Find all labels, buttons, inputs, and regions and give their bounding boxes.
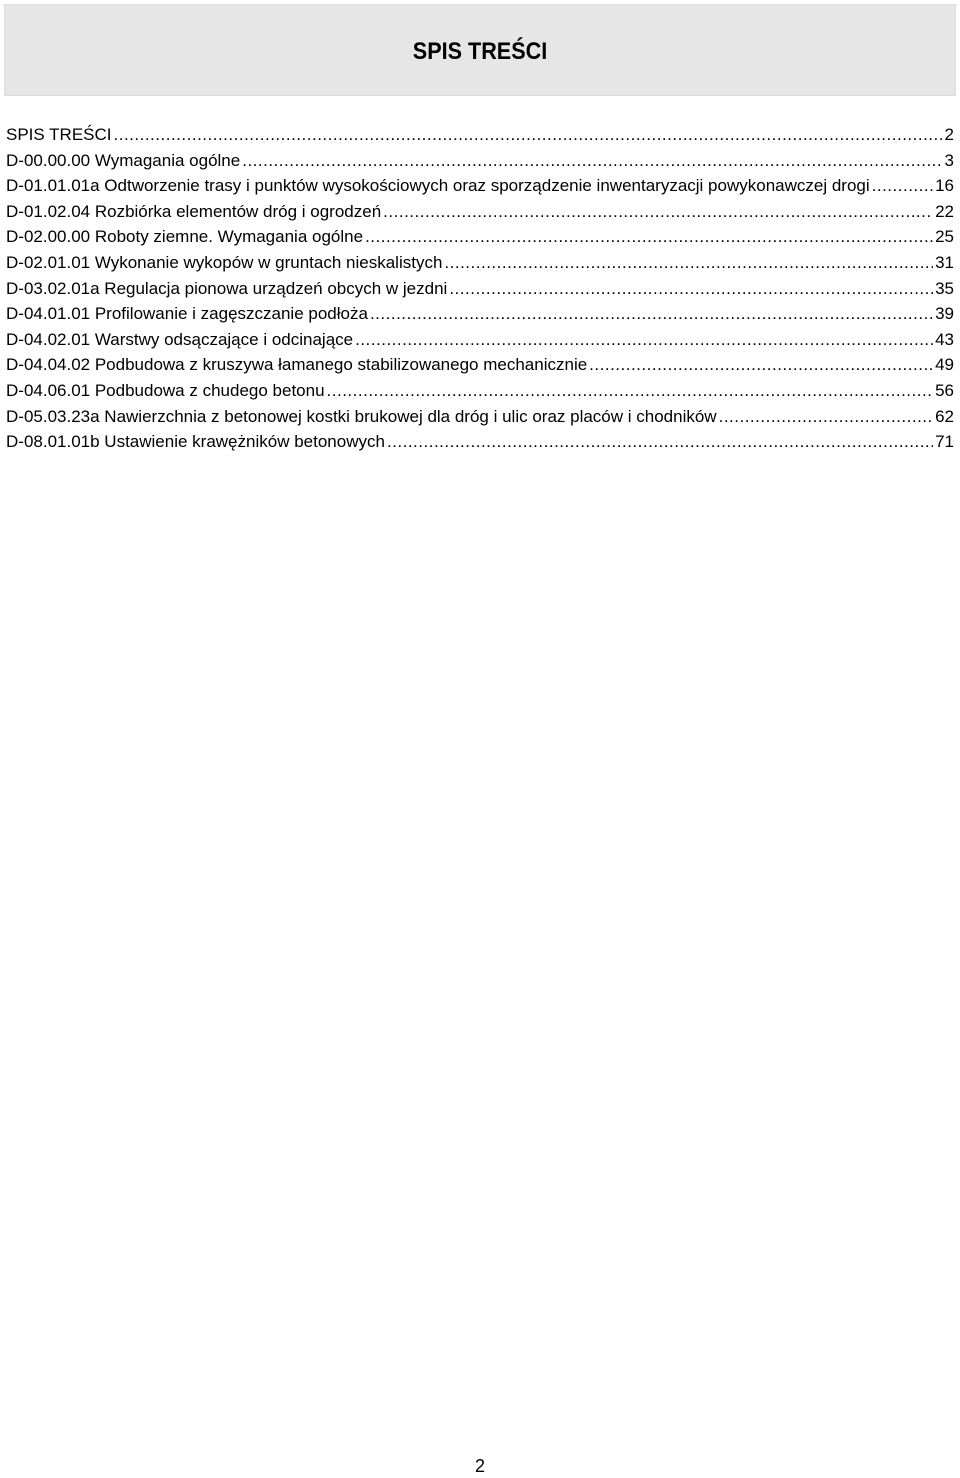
toc-entry-title: D-01.01.01a Odtworzenie trasy i punktów wysokościowych oraz sporządzenie inwentaryzacji powykonawczej drogi [6,176,870,196]
toc-entry[interactable] [6,404,954,430]
page-title: SPIS TREŚCI [412,38,548,65]
toc-entry-page: 35 [935,278,954,298]
title-banner [4,4,956,96]
toc-leader-dots [387,429,933,455]
toc-entry[interactable] [6,352,954,378]
toc-entry-title: D-02.01.01 Wykonanie wykopów w gruntach nieskalistych [6,252,443,272]
toc-entry-title: D-03.02.01a Regulacja pionowa urządzeń obcych w jezdni [6,278,448,298]
toc-entry-title: SPIS TREŚCI [6,125,112,144]
toc-leader-dots [114,122,943,148]
toc-entry-page: 3 [944,150,954,170]
toc-entry[interactable] [6,250,954,276]
toc-entry-title: D-04.06.01 Podbudowa z chudego betonu [6,380,325,400]
toc-entry[interactable] [6,224,954,250]
toc-entry[interactable] [6,122,954,148]
toc-entry-page: 2 [944,125,954,144]
toc-entry[interactable] [6,301,954,327]
toc-entry[interactable] [6,173,954,199]
toc-entry[interactable] [6,327,954,353]
toc-leader-dots [449,276,933,302]
toc-entry-page: 31 [935,252,954,272]
toc-entry-page: 39 [935,304,954,324]
toc-entry-page: 56 [935,380,954,400]
toc-entry[interactable] [6,429,954,455]
toc-leader-dots [355,327,933,353]
toc-entry-title: D-00.00.00 Wymagania ogólne [6,150,241,170]
toc-entry[interactable] [6,148,954,174]
toc-entry-page: 25 [935,227,954,247]
toc-leader-dots [327,378,934,404]
toc-entry[interactable] [6,378,954,404]
toc-entry-title: D-08.01.01b Ustawienie krawężników betonowych [6,432,385,452]
toc-entry-page: 71 [935,432,954,452]
toc-entry-title: D-04.01.01 Profilowanie i zagęszczanie podłoża [6,304,368,324]
toc-entry-page: 43 [935,329,954,349]
toc-leader-dots [365,224,933,250]
table-of-contents [6,122,954,455]
toc-entry-title: D-01.02.04 Rozbiórka elementów dróg i ogrodzeń [6,201,382,221]
toc-entry[interactable] [6,276,954,302]
toc-entry-title: D-04.02.01 Warstwy odsączające i odcinające [6,329,354,349]
toc-entry-page: 22 [935,201,954,221]
toc-leader-dots [242,148,942,174]
toc-entry-page: 62 [935,406,954,426]
toc-leader-dots [370,301,933,327]
toc-entry-title: D-04.04.02 Podbudowa z kruszywa łamanego stabilizowanego mechanicznie [6,355,588,375]
page-number: 2 [474,1456,485,1476]
toc-leader-dots [444,250,933,276]
toc-leader-dots [872,173,933,199]
toc-leader-dots [383,199,933,225]
toc-entry-page: 49 [935,355,954,375]
toc-leader-dots [589,352,933,378]
toc-entry-title: D-05.03.23a Nawierzchnia z betonowej kostki brukowej dla dróg i ulic oraz placów i chodników [6,406,717,426]
toc-leader-dots [719,404,933,430]
toc-entry-title: D-02.00.00 Roboty ziemne. Wymagania ogólne [6,227,364,247]
toc-entry[interactable] [6,199,954,225]
toc-entry-page: 16 [935,176,954,196]
